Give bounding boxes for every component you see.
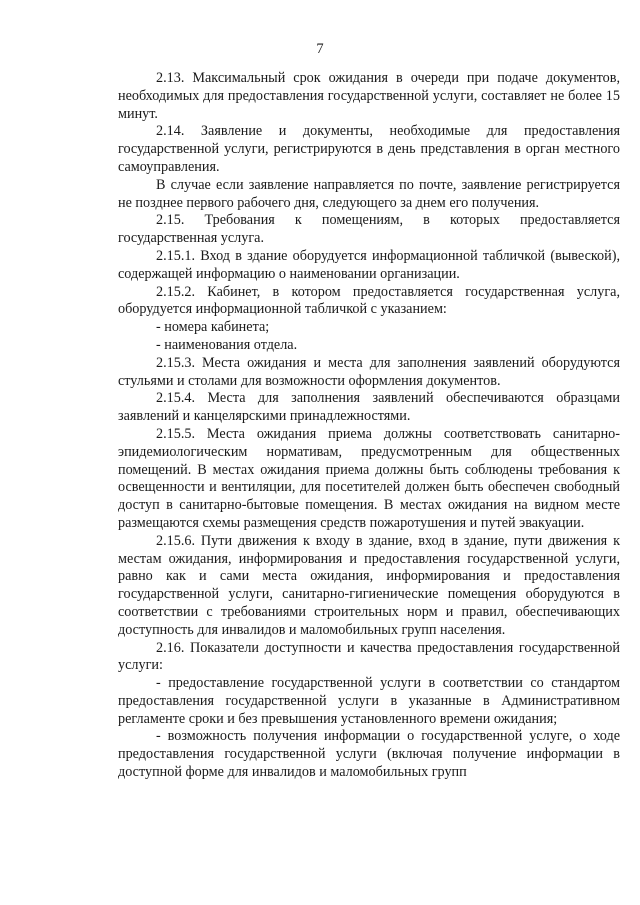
paragraph-mail-registration: В случае если заявление направляется по почте, заявление регистрируется не позднее первого рабочего дня, следующего за днем его получения.	[118, 176, 620, 211]
list-item-standard-compliance: - предоставление государственной услуги в соответствии со стандартом предоставления государственной услуги в указанные в Административном регламенте сроки и без превышения установленного времени ожидания;	[118, 675, 620, 727]
paragraph-2-15-6: 2.15.6. Пути движения к входу в здание, вход в здание, пути движения к местам ожидания, информирования и предоставления государственной услуги, равно как и сами места ожидания, информирования и предоставления государственной услуги, санитарно-гигиенические помещения оборудуются в соответствии с требованиями строительных норм и правил, обеспечивающих доступность для инвалидов и маломобильных групп населения.	[118, 532, 620, 638]
paragraph-2-15-2: 2.15.2. Кабинет, в котором предоставляется государственная услуга, оборудуется информационной табличкой с указанием:	[118, 283, 620, 318]
paragraph-2-15-3: 2.15.3. Места ожидания и места для заполнения заявлений оборудуются стульями и столами для возможности оформления документов.	[118, 354, 620, 389]
paragraph-2-14: 2.14. Заявление и документы, необходимые для предоставления государственной услуги, регистрируются в день представления в орган местного самоуправления.	[118, 123, 620, 175]
paragraph-2-15: 2.15. Требования к помещениям, в которых предоставляется государственная услуга.	[118, 212, 620, 247]
paragraph-2-15-1: 2.15.1. Вход в здание оборудуется информационной табличкой (вывеской), содержащей информацию о наименовании организации.	[118, 247, 620, 282]
document-body	[118, 70, 620, 782]
list-item-department-name: - наименования отдела.	[156, 336, 298, 353]
page-number: 7	[316, 41, 324, 57]
paragraph-2-13: 2.13. Максимальный срок ожидания в очереди при подаче документов, необходимых для предоставления государственной услуги, составляет не более 15 минут.	[118, 70, 620, 122]
list-item-information-access: - возможность получения информации о государственной услуге, о ходе предоставления государственной услуги (включая получение информации в доступной форме для инвалидов и маломобильных групп	[118, 728, 620, 781]
list-item-room-number: - номера кабинета;	[156, 319, 270, 336]
paragraph-2-15-4: 2.15.4. Места для заполнения заявлений обеспечиваются образцами заявлений и канцелярскими принадлежностями.	[118, 390, 620, 425]
paragraph-2-15-5: 2.15.5. Места ожидания приема должны соответствовать санитарно-эпидемиологическим нормативам, предусмотренным для общественных помещений. В местах ожидания приема должны быть соблюдены требования к освещенности и вентиляции, для посетителей должен быть обеспечен свободный доступ в санитарно-бытовые помещения. В местах ожидания на видном месте размещаются схемы размещения средств пожаротушения и путей эвакуации.	[118, 425, 620, 531]
paragraph-2-16: 2.16. Показатели доступности и качества предоставления государственной услуги:	[118, 639, 620, 674]
